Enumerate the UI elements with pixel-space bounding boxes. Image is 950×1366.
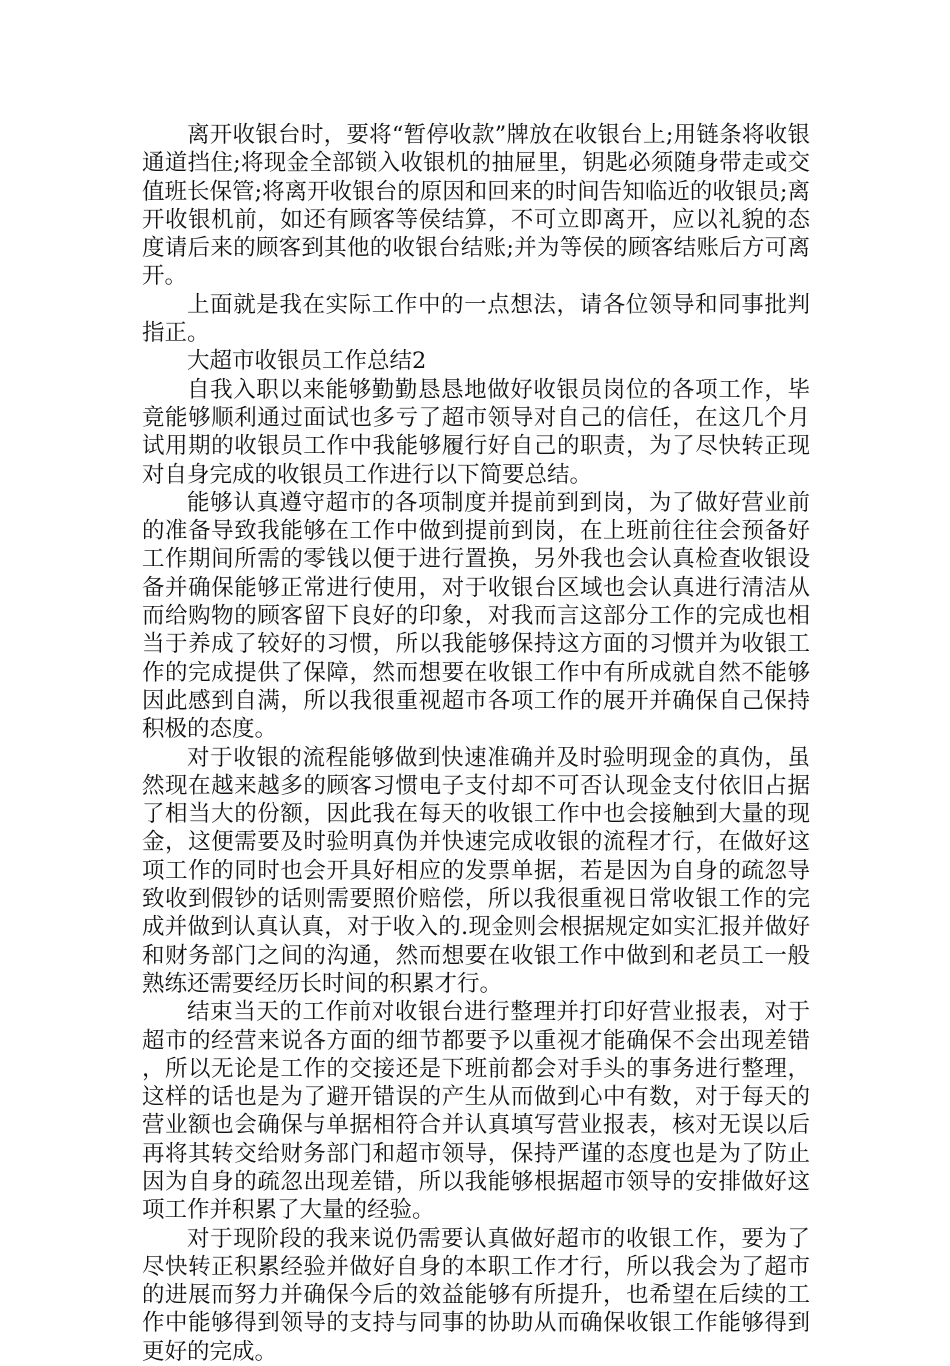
paragraph-preparation: 能够认真遵守超市的各项制度并提前到到岗，为了做好营业前的准备导致我能够在工作中做到提前到岗，在上班前往往会预备好工作期间所需的零钱以便于进行置换，另外我也会认真检查收银设备并确保能够正常进行使用，对于收银台区域也会认真进行清洁从而给购物的顾客留下良好的印象，对我而言这部分工作的完成也相当于养成了较好的习惯，所以我能够保持这方面的习惯并为收银工作的完成提供了保障，然而想要在收银工作中有所成就自然不能够因此感到自满，所以我很重视超市各项工作的展开并确保自己保持积极的态度。: [142, 489, 810, 743]
paragraph-introduction: 自我入职以来能够勤勤恳恳地做好收银员岗位的各项工作，毕竟能够顺利通过面试也多亏了超市领导对自己的信任，在这几个月试用期的收银员工作中我能够履行好自己的职责，为了尽快转正现对自身完成的收银员工作进行以下简要总结。: [142, 376, 810, 488]
paragraph-leaving-checkout: 离开收银台时，要将“暂停收款”牌放在收银台上;用链条将收银通道挡住;将现金全部锁入收银机的抽屉里，钥匙必须随身带走或交值班长保管;将离开收银台的原因和回来的时间告知临近的收银员;离开收银机前，如还有顾客等侯结算，不可立即离开，应以礼貌的态度请后来的顾客到其他的收银台结账;并为等侯的顾客结账后方可离开。: [142, 122, 810, 290]
paragraph-cash-process: 对于收银的流程能够做到快速准确并及时验明现金的真伪，虽然现在越来越多的顾客习惯电子支付却不可否认现金支付依旧占据了相当大的份额，因此我在每天的收银工作中也会接触到大量的现金，这便需要及时验明真伪并快速完成收银的流程才行，在做好这项工作的同时也会开具好相应的发票单据，若是因为自身的疏忽导致收到假钞的话则需要照价赔偿，所以我很重视日常收银工作的完成并做到认真认真，对于收入的.现金则会根据规定如实汇报并做好和财务部门之间的沟通，然而想要在收银工作中做到和老员工一般熟练还需要经历长时间的积累才行。: [142, 744, 810, 997]
paragraph-end-of-day: 结束当天的工作前对收银台进行整理并打印好营业报表，对于超市的经营来说各方面的细节都要予以重视才能确保不会出现差错，所以无论是工作的交接还是下班前都会对手头的事务进行整理，这样的话也是为了避开错误的产生从而做到心中有数，对于每天的营业额也会确保与单据相符合并认真填写营业报表，核对无误以后再将其转交给财务部门和超市领导，保持严谨的态度也是为了防止因为自身的疏忽出现差错，所以我能够根据超市领导的安排做好这项工作并积累了大量的经验。: [142, 999, 810, 1224]
paragraph-closing-remark: 上面就是我在实际工作中的一点想法，请各位领导和同事批判指正。: [142, 291, 810, 347]
document-body: [142, 121, 810, 1366]
section-title: 大超市收银员工作总结2: [187, 348, 427, 375]
paragraph-outlook: 对于现阶段的我来说仍需要认真做好超市的收银工作，要为了尽快转正积累经验并做好自身的本职工作才行，所以我会为了超市的进展而努力并确保今后的效益能够有所提升，也希望在后续的工作中能够得到领导的支持与同事的协助从而确保收银工作能够得到更好的完成。: [142, 1225, 810, 1365]
